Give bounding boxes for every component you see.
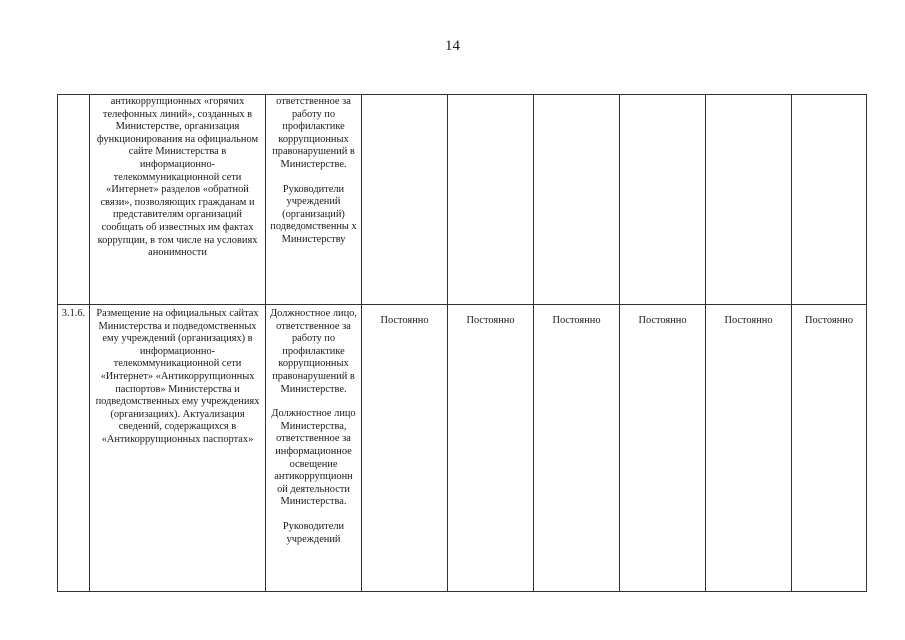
row-number-cell xyxy=(58,95,90,305)
period-status-cell: Постоянно xyxy=(792,305,867,592)
table-row xyxy=(58,95,867,305)
period-status-cell: Постоянно xyxy=(620,305,706,592)
period-cell xyxy=(706,95,792,305)
responsible-text: ответственное за работу по профилактике коррупционных правонарушений в Министерстве. xyxy=(272,96,355,170)
measure-cell xyxy=(90,305,266,592)
responsible-text: Должностное лицо Министерства, ответственное за информационное освещение антикоррупционн ой деятельности Министерства. xyxy=(271,408,356,508)
period-status-cell: Постоянно xyxy=(448,305,534,592)
responsible-cell xyxy=(266,95,362,305)
responsible-text: Должностное лицо, ответственное за работу по профилактике коррупционных правонарушений в Министерстве. xyxy=(270,308,357,395)
period-status-cell: Постоянно xyxy=(706,305,792,592)
period-status-cell: Постоянно xyxy=(362,305,448,592)
period-status-cell: Постоянно xyxy=(534,305,620,592)
page-number: 14 xyxy=(445,38,460,54)
period-cell xyxy=(448,95,534,305)
row-number-cell: 3.1.6. xyxy=(58,305,90,592)
period-cell xyxy=(792,95,867,305)
measure-text: антикоррупционных «горячих телефонных линий», созданных в Министерстве, организация функционирования на официальном сайте Министерства в информационно-телекоммуникационной сети «Интернет» разделов «обратной связи», позволяющих гражданам и представителям организаций сообщать об известных им фактах коррупции, в том числе на условиях анонимности xyxy=(96,96,259,259)
period-cell xyxy=(620,95,706,305)
responsible-text: Руководители учреждений xyxy=(282,520,345,545)
measures-table xyxy=(57,94,867,592)
period-cell xyxy=(362,95,448,305)
measure-cell xyxy=(90,95,266,305)
table-row xyxy=(58,305,867,592)
period-cell xyxy=(534,95,620,305)
measure-text: Размещение на официальных сайтах Министерства и подведомственных ему учреждений (организациях) в информационно-телекоммуникационной сети «Интернет» «Антикоррупционных паспортов» Министерства и подведомственных ему учреждениях (организациях). Актуализация сведений, содержащихся в «Антикоррупционных паспортах» xyxy=(95,308,260,445)
responsible-cell xyxy=(266,305,362,592)
responsible-text: Руководители учреждений (организаций) подведомственны х Министерству xyxy=(270,183,357,245)
